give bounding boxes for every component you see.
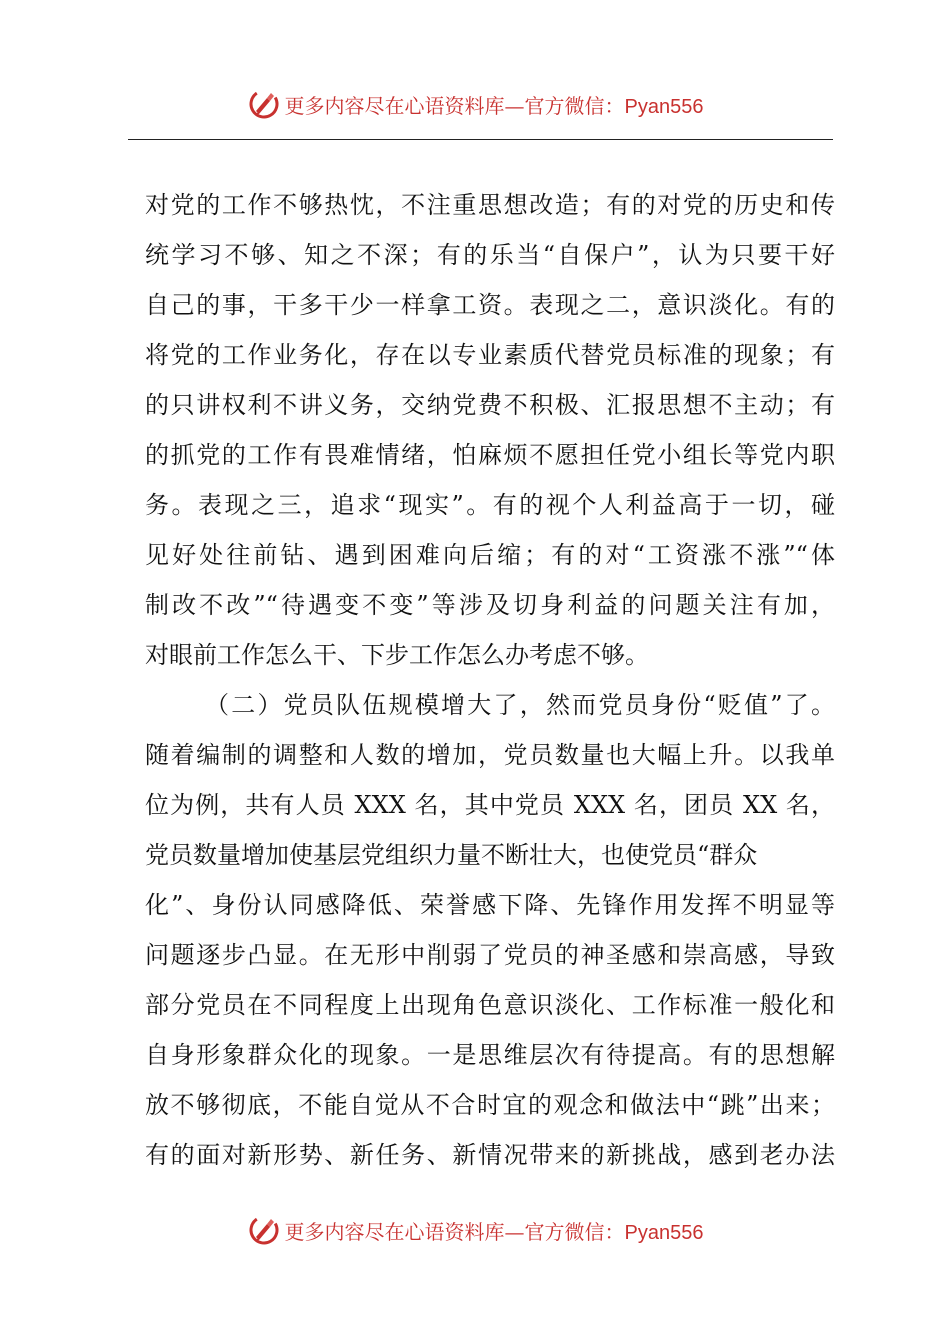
document-body <box>145 180 835 1180</box>
body-line: 随着编制的调整和人数的增加，党员数量也大幅上升。以我单 <box>145 741 835 769</box>
header-banner-text: 更多内容尽在心语资料库—官方微信：Pyan556 <box>284 93 704 118</box>
body-line: 有的面对新形势、新任务、新情况带来的新挑战，感到老办法 <box>145 1141 835 1169</box>
body-line: 制改不改”“待遇变不变”等涉及切身利益的问题关注有加， <box>145 591 835 619</box>
footer-banner-handle: Pyan556 <box>624 1221 704 1244</box>
footer-banner <box>0 1210 950 1250</box>
body-line: 放不够彻底，不能自觉从不合时宜的观念和做法中“跳”出来； <box>145 1091 835 1119</box>
section-heading: （二）党员队伍规模增大了，然而党员身份“贬值”了。 <box>205 691 835 719</box>
body-line: 见好处往前钻、遇到困难向后缩；有的对“工资涨不涨”“体 <box>145 541 835 569</box>
body-line: 位为例，共有人员 XXX 名，其中党员 XXX 名，团员 XX 名， <box>145 791 835 819</box>
body-line: 的只讲权利不讲义务，交纳党费不积极、汇报思想不主动；有 <box>145 391 835 419</box>
body-line: 务。表现之三，追求“现实”。有的视个人利益高于一切，碰 <box>145 491 835 519</box>
body-line: 化”、身份认同感降低、荣誉感下降、先锋作用发挥不明显等 <box>145 891 835 919</box>
body-line: 党员数量增加使基层党组织力量不断壮大，也使党员“群众 <box>145 841 758 869</box>
header-banner <box>0 84 950 124</box>
body-line: 问题逐步凸显。在无形中削弱了党员的神圣感和崇高感，导致 <box>145 941 835 969</box>
footer-banner-text: 更多内容尽在心语资料库—官方微信：Pyan556 <box>284 1219 704 1244</box>
body-line: 自身形象群众化的现象。一是思维层次有待提高。有的思想解 <box>145 1041 835 1069</box>
brush-stroke-logo-icon <box>247 1213 281 1247</box>
body-line: 自己的事，干多干少一样拿工资。表现之二，意识淡化。有的 <box>145 291 835 319</box>
header-banner-handle: Pyan556 <box>624 95 704 118</box>
header-divider <box>128 139 833 140</box>
body-line: 将党的工作业务化，存在以专业素质代替党员标准的现象；有 <box>145 341 835 369</box>
body-line: 对党的工作不够热忱，不注重思想改造；有的对党的历史和传 <box>145 191 835 219</box>
body-line: 统学习不够、知之不深；有的乐当“自保户”，认为只要干好 <box>145 241 835 269</box>
body-line: 对眼前工作怎么干、下步工作怎么办考虑不够。 <box>145 641 649 669</box>
body-line: 的抓党的工作有畏难情绪，怕麻烦不愿担任党小组长等党内职 <box>145 441 835 469</box>
brush-stroke-logo-icon <box>247 87 281 121</box>
body-line: 部分党员在不同程度上出现角色意识淡化、工作标准一般化和 <box>145 991 835 1019</box>
